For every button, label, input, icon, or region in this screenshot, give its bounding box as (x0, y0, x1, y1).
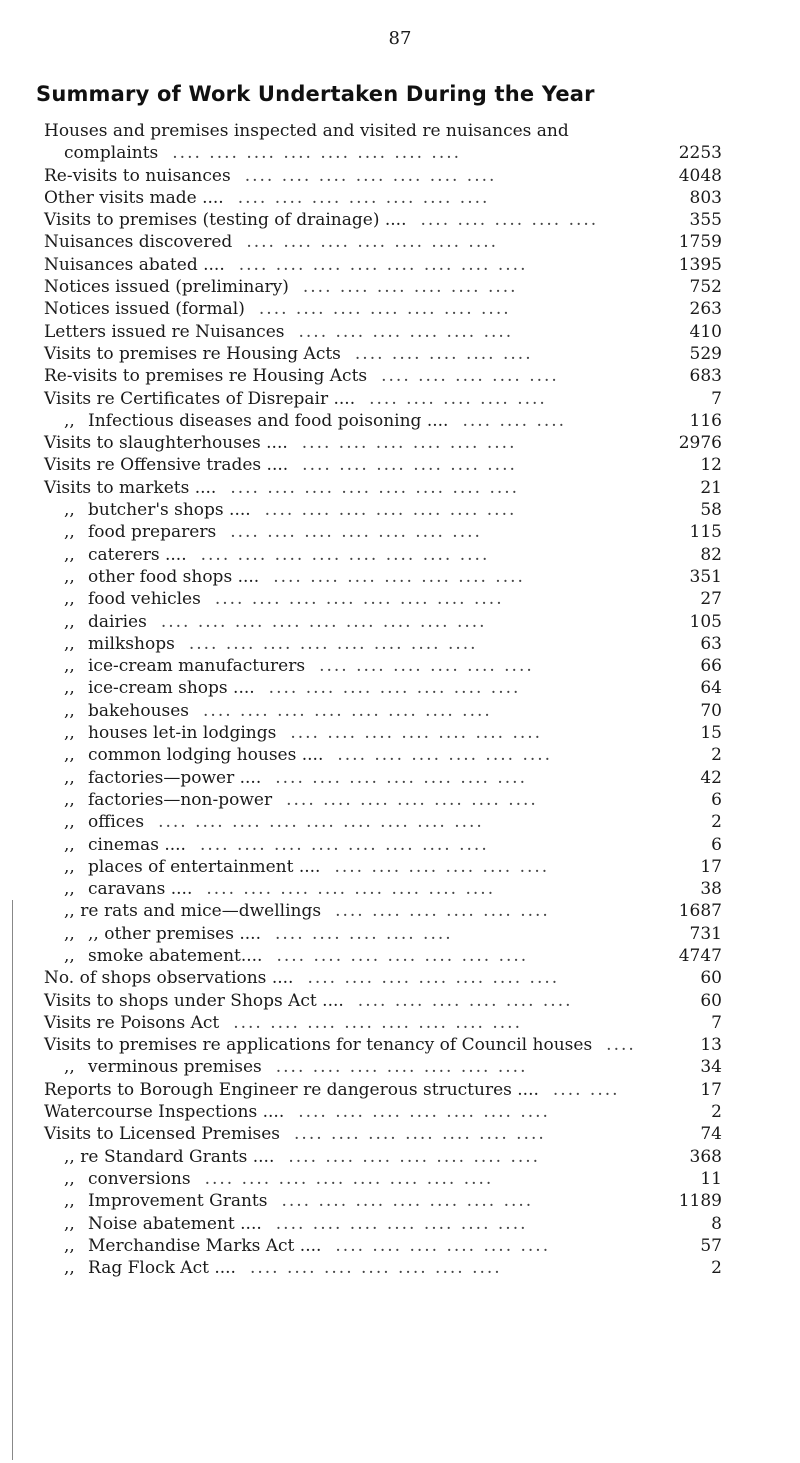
dot-leader: .... .... .... .... .... .... .... (237, 187, 490, 208)
item-label (64, 499, 516, 521)
item-text: cinemas .... (88, 834, 186, 855)
item-text: Visits to slaughterhouses .... (44, 433, 288, 454)
list-item (0, 477, 800, 499)
ditto-mark: ,, (64, 723, 75, 744)
dot-leader: .... .... .... .... .... (369, 388, 547, 409)
item-label (64, 655, 534, 677)
item-text: factories—non-power (88, 789, 273, 810)
item-label (64, 1213, 528, 1235)
item-value: 731 (689, 923, 722, 944)
dot-leader: .... .... .... .... .... .... (357, 990, 573, 1011)
dot-leader: .... .... .... .... .... .... .... (294, 1124, 546, 1145)
item-text: Re-visits to premises re Housing Acts (44, 366, 368, 387)
ditto-mark: ,, (64, 700, 75, 721)
item-value: 351 (689, 566, 722, 587)
item-label (64, 1168, 493, 1190)
ditto-mark: ,, (64, 678, 75, 699)
item-label (64, 923, 453, 945)
dot-leader: .... .... .... .... .... .... .... .... (204, 1168, 494, 1189)
item-value: 13 (700, 1035, 722, 1056)
dot-leader: .... .... .... .... .... .... (301, 433, 517, 454)
item-label (64, 410, 566, 432)
list-item (0, 521, 800, 543)
item-label (64, 521, 482, 543)
dot-leader: .... .... .... .... .... .... .... (288, 1146, 541, 1167)
item-text: bakehouses (88, 700, 190, 721)
ditto-mark: ,, (64, 834, 75, 855)
ditto-mark: ,, (64, 812, 75, 833)
item-label (44, 187, 489, 209)
item-label (44, 1101, 550, 1123)
item-text: factories—power .... (88, 767, 262, 788)
item-value: 355 (689, 210, 722, 231)
item-text: food vehicles (88, 589, 201, 610)
list-item (0, 878, 800, 900)
item-label (44, 298, 511, 320)
dot-leader: .... .... .... .... .... .... (334, 856, 550, 877)
dot-leader: .... .... .... .... .... .... .... (230, 522, 482, 543)
list-item (0, 1213, 800, 1235)
item-text: Visits re Offensive trades .... (44, 455, 289, 476)
list-item (0, 611, 800, 633)
item-value: 70 (700, 700, 722, 721)
list-item (0, 1034, 800, 1056)
item-value: 2 (711, 1102, 722, 1123)
dot-leader: .... .... .... .... .... .... .... (249, 1258, 502, 1279)
ditto-mark: ,, (64, 500, 75, 521)
ditto-mark: ,, re (64, 901, 99, 922)
list-item (0, 744, 800, 766)
item-value: 63 (700, 633, 722, 654)
list-item (0, 655, 800, 677)
dot-leader: .... (606, 1035, 636, 1056)
dot-leader: .... .... .... .... .... .... .... (273, 566, 525, 587)
list-item (0, 343, 800, 365)
list-item (0, 633, 800, 655)
item-text: Visits re Poisons Act (44, 1012, 220, 1033)
item-text: Letters issued re Nuisances (44, 321, 285, 342)
ditto-mark: ,, (64, 856, 75, 877)
item-value: 42 (700, 767, 722, 788)
dot-leader: .... .... .... .... .... .... .... (275, 767, 527, 788)
item-label (64, 878, 495, 900)
item-value: 4747 (678, 945, 722, 966)
item-label (44, 990, 573, 1012)
dot-leader: .... .... .... .... .... .... (298, 321, 514, 342)
item-text: ice-cream manufacturers (88, 656, 306, 677)
dot-leader: .... .... .... .... .... .... .... (307, 968, 560, 989)
item-value: 115 (689, 522, 722, 543)
dot-leader: .... .... .... .... .... .... .... (268, 678, 521, 699)
dot-leader: .... .... .... .... .... .... (335, 901, 550, 922)
item-label (64, 945, 528, 967)
dot-leader: .... .... .... .... .... .... .... .... (206, 879, 496, 900)
ditto-mark: ,, (64, 945, 75, 966)
ditto-mark: ,, (64, 410, 75, 431)
dot-leader: .... .... .... .... .... .... .... (276, 945, 529, 966)
item-label (44, 343, 533, 365)
ditto-mark: ,, (64, 767, 75, 788)
ditto-mark: ,, (64, 879, 75, 900)
item-text: smoke abatement.... (88, 945, 263, 966)
item-value: 27 (700, 589, 722, 610)
dot-leader: .... .... .... .... .... (420, 210, 599, 231)
list-item (0, 1101, 800, 1123)
list-item (0, 967, 800, 989)
ditto-mark: ,, (64, 611, 75, 632)
item-text: other food shops .... (88, 566, 260, 587)
dot-leader: .... .... .... .... .... .... (335, 1235, 551, 1256)
item-value: 752 (689, 277, 722, 298)
list-item (0, 321, 800, 343)
item-label (64, 566, 525, 588)
list-item (0, 990, 800, 1012)
dot-leader: .... .... .... .... .... .... .... .... (200, 544, 490, 565)
item-text: Visits to premises re Housing Acts (44, 343, 341, 364)
page-number: 87 (388, 28, 412, 49)
dot-leader: .... .... .... .... .... .... .... .... (230, 477, 520, 498)
item-value: 34 (700, 1057, 722, 1078)
ditto-mark: ,, (64, 633, 75, 654)
list-item (0, 187, 800, 209)
dot-leader: .... .... .... .... .... .... (319, 656, 534, 677)
item-label (64, 1146, 540, 1168)
list-item (0, 365, 800, 387)
dot-leader: .... .... .... .... .... .... (337, 745, 553, 766)
item-text: Standard Grants .... (104, 1146, 275, 1167)
item-text: caterers .... (88, 544, 187, 565)
item-text: Infectious diseases and food poisoning .... (88, 410, 449, 431)
item-text: Visits to shops under Shops Act .... (44, 990, 344, 1011)
list-item (0, 811, 800, 833)
item-text: Notices issued (preliminary) (44, 277, 289, 298)
ditto-mark: ,, (64, 656, 75, 677)
list-item (0, 945, 800, 967)
ditto-mark: ,, (64, 1235, 75, 1256)
item-label (64, 744, 552, 766)
list-item (0, 209, 800, 231)
item-value: 368 (689, 1146, 722, 1167)
item-label (44, 967, 559, 989)
item-value: 17 (700, 1079, 722, 1100)
list-item (0, 1079, 800, 1101)
item-label (44, 165, 496, 187)
item-value: 2 (711, 745, 722, 766)
dot-leader: .... .... .... .... .... .... .... (286, 789, 538, 810)
item-value: 58 (700, 500, 722, 521)
list-item (0, 1257, 800, 1279)
item-value: 6 (711, 834, 722, 855)
item-value: 116 (689, 410, 722, 431)
item-label (64, 700, 492, 722)
list-item (0, 454, 800, 476)
item-value: 683 (689, 366, 722, 387)
ditto-mark: ,, (64, 1057, 75, 1078)
item-label (44, 276, 518, 298)
item-label (44, 254, 527, 276)
item-label (64, 834, 489, 856)
item-text: caravans .... (88, 879, 193, 900)
list-item (0, 923, 800, 945)
item-text: verminous premises (88, 1057, 262, 1078)
item-value: 57 (700, 1235, 722, 1256)
item-text: ,, other premises .... (88, 923, 261, 944)
page-title: Summary of Work Undertaken During the Year (36, 82, 595, 106)
item-text: No. of shops observations .... (44, 968, 294, 989)
ditto-mark: ,, (64, 522, 75, 543)
item-value: 12 (700, 455, 722, 476)
item-label (44, 1012, 522, 1034)
dot-leader: .... .... .... .... .... .... .... .... (238, 254, 528, 275)
dot-leader: .... .... .... .... .... (381, 366, 559, 387)
item-value: 2 (711, 812, 722, 833)
dot-leader: .... .... .... (462, 410, 567, 431)
item-text: common lodging houses .... (88, 745, 324, 766)
item-label (44, 477, 519, 499)
item-text: complaints (64, 143, 159, 164)
item-value: 74 (700, 1124, 722, 1145)
item-label (44, 432, 516, 454)
item-text: Visits to markets .... (44, 477, 217, 498)
list-item (0, 588, 800, 610)
item-label (64, 722, 542, 744)
item-label (64, 1257, 502, 1279)
dot-leader: .... .... .... .... .... .... .... .... (233, 1012, 522, 1033)
dot-leader: .... .... .... .... .... .... .... (244, 165, 497, 186)
list-item (0, 142, 800, 164)
item-value: 1189 (678, 1191, 722, 1212)
dot-leader: .... .... .... .... .... .... .... (281, 1191, 534, 1212)
list-item (0, 1235, 800, 1257)
summary-list (0, 120, 800, 1279)
item-value: 66 (700, 656, 722, 677)
list-item (0, 1012, 800, 1034)
list-item (0, 254, 800, 276)
item-text: Visits to premises re applications for tenancy of Council houses (44, 1035, 593, 1056)
item-text: Houses and premises inspected and visited re nuisances and (44, 121, 569, 141)
item-value: 2253 (678, 143, 722, 164)
item-label (64, 633, 478, 655)
dot-leader: .... .... .... .... .... .... .... (264, 500, 517, 521)
item-label (44, 231, 498, 253)
dot-leader: .... .... .... .... .... .... .... (275, 1057, 528, 1078)
item-label (64, 856, 549, 878)
dot-leader: .... .... .... .... .... (274, 923, 453, 944)
item-label (44, 209, 598, 231)
list-item (0, 856, 800, 878)
list-item (0, 1190, 800, 1212)
dot-leader: .... .... .... .... .... .... .... .... .... (160, 611, 487, 632)
list-item (0, 1056, 800, 1078)
item-label (44, 1123, 546, 1145)
item-label (64, 811, 484, 833)
item-value: 1687 (678, 901, 722, 922)
list-item (0, 767, 800, 789)
item-value: 7 (711, 388, 722, 409)
dot-leader: .... .... .... .... .... .... (302, 277, 518, 298)
dot-leader: .... .... .... .... .... .... .... (298, 1102, 550, 1123)
item-text: ice-cream shops .... (88, 678, 255, 699)
ditto-mark: ,, (64, 566, 75, 587)
item-text: Visits re Certificates of Disrepair .... (44, 388, 356, 409)
item-value: 6 (711, 789, 722, 810)
item-text: Merchandise Marks Act .... (88, 1235, 322, 1256)
list-item (0, 432, 800, 454)
item-value: 17 (700, 856, 722, 877)
list-item (0, 499, 800, 521)
dot-leader: .... .... (552, 1079, 620, 1100)
dot-leader: .... .... .... .... .... .... .... .... (172, 143, 462, 164)
item-label (44, 365, 559, 387)
item-value: 1395 (678, 254, 722, 275)
item-label (64, 677, 520, 699)
item-text: places of entertainment .... (88, 856, 321, 877)
item-label (64, 767, 527, 789)
list-item (0, 231, 800, 253)
ditto-mark: ,, (64, 544, 75, 565)
dot-leader: .... .... .... .... .... .... (302, 455, 517, 476)
item-value: 38 (700, 879, 722, 900)
list-item (0, 410, 800, 432)
item-value: 60 (700, 968, 722, 989)
item-value: 2 (711, 1258, 722, 1279)
dot-leader: .... .... .... .... .... .... .... (246, 232, 499, 253)
item-text: conversions (88, 1168, 191, 1189)
item-label (44, 388, 547, 410)
item-label (44, 1079, 620, 1101)
item-label (64, 900, 550, 922)
dot-leader: .... .... .... .... .... .... .... .... (188, 633, 478, 654)
item-label (44, 120, 569, 142)
item-value: 64 (700, 678, 722, 699)
ditto-mark: ,, (64, 589, 75, 610)
dot-leader: .... .... .... .... .... .... .... .... (203, 700, 492, 721)
list-item (0, 298, 800, 320)
item-value: 82 (700, 544, 722, 565)
item-value: 529 (689, 343, 722, 364)
item-text: Improvement Grants (88, 1191, 268, 1212)
item-value: 410 (689, 321, 722, 342)
item-value: 7 (711, 1012, 722, 1033)
item-text: Nuisances abated .... (44, 254, 225, 275)
list-item (0, 789, 800, 811)
item-label (64, 544, 489, 566)
item-text: rats and mice—dwellings (104, 901, 322, 922)
ditto-mark: ,, (64, 1168, 75, 1189)
dot-leader: .... .... .... .... .... (354, 343, 533, 364)
ditto-mark: ,, (64, 789, 75, 810)
list-item (0, 388, 800, 410)
item-text: Other visits made .... (44, 187, 224, 208)
item-value: 21 (700, 477, 722, 498)
list-item (0, 900, 800, 922)
ditto-mark: ,, (64, 1191, 75, 1212)
dot-leader: .... .... .... .... .... .... .... (258, 299, 511, 320)
list-item (0, 1168, 800, 1190)
ditto-mark: ,, (64, 745, 75, 766)
ditto-mark: ,, re (64, 1146, 99, 1167)
dot-leader: .... .... .... .... .... .... .... (275, 1213, 528, 1234)
item-value: 4048 (678, 165, 722, 186)
item-text: Visits to premises (testing of drainage) .... (44, 210, 407, 231)
item-text: food preparers (88, 522, 217, 543)
item-value: 803 (689, 187, 722, 208)
item-value: 8 (711, 1213, 722, 1234)
item-text: offices (88, 812, 145, 833)
item-label (64, 789, 538, 811)
item-text: Re-visits to nuisances (44, 165, 231, 186)
list-item (0, 677, 800, 699)
list-item (0, 1146, 800, 1168)
item-value: 105 (689, 611, 722, 632)
list-item (0, 1123, 800, 1145)
item-text: houses let-in lodgings (88, 723, 277, 744)
ditto-mark: ,, (64, 1258, 75, 1279)
item-value: 60 (700, 990, 722, 1011)
dot-leader: .... .... .... .... .... .... .... .... (214, 589, 504, 610)
item-label (64, 1190, 533, 1212)
item-value: 11 (700, 1168, 722, 1189)
item-text: Rag Flock Act .... (88, 1258, 236, 1279)
item-label (64, 1056, 527, 1078)
list-item (0, 544, 800, 566)
item-label (44, 1034, 636, 1056)
dot-leader: .... .... .... .... .... .... .... .... (199, 834, 489, 855)
item-text: Nuisances discovered (44, 232, 233, 253)
item-label (64, 588, 504, 610)
item-text: butcher's shops .... (88, 500, 251, 521)
item-text: Notices issued (formal) (44, 299, 245, 320)
list-item (0, 165, 800, 187)
item-label (44, 321, 513, 343)
list-item (0, 120, 800, 142)
item-value: 263 (689, 299, 722, 320)
item-value: 2976 (678, 433, 722, 454)
list-item (0, 566, 800, 588)
item-text: Watercourse Inspections .... (44, 1102, 285, 1123)
dot-leader: .... .... .... .... .... .... .... .... .... (158, 812, 484, 833)
dot-leader: .... .... .... .... .... .... .... (290, 723, 543, 744)
ditto-mark: ,, (64, 923, 75, 944)
item-label (64, 142, 461, 164)
item-text: Reports to Borough Engineer re dangerous structures .... (44, 1079, 539, 1100)
list-item (0, 276, 800, 298)
item-text: Noise abatement .... (88, 1213, 262, 1234)
list-item (0, 722, 800, 744)
item-label (64, 1235, 550, 1257)
item-text: dairies (88, 611, 147, 632)
item-value: 1759 (678, 232, 722, 253)
item-label (44, 454, 517, 476)
item-text: milkshops (88, 633, 175, 654)
item-value: 15 (700, 723, 722, 744)
list-item (0, 700, 800, 722)
item-label (64, 611, 487, 633)
item-text: Visits to Licensed Premises (44, 1124, 281, 1145)
ditto-mark: ,, (64, 1213, 75, 1234)
list-item (0, 834, 800, 856)
